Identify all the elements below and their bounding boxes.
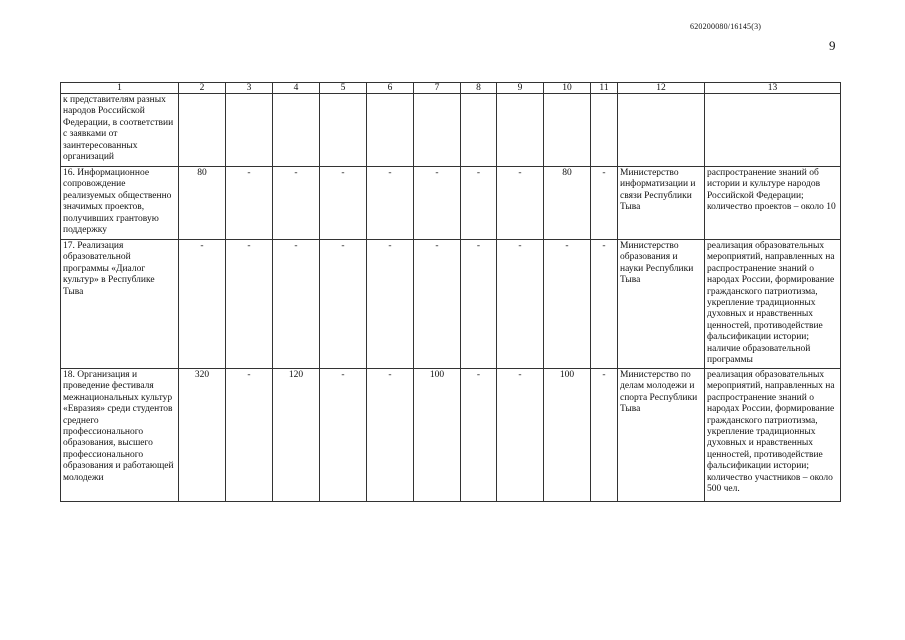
value-cell: - bbox=[367, 369, 414, 502]
value-cell: - bbox=[461, 240, 497, 369]
table-row bbox=[61, 369, 841, 502]
column-header: 9 bbox=[497, 83, 544, 94]
activity-cell: 17. Реализация образовательной программы «Диалог культур» в Республике Тыва bbox=[61, 240, 179, 369]
value-cell: - bbox=[367, 167, 414, 240]
value-cell: - bbox=[544, 240, 591, 369]
value-cell: - bbox=[591, 369, 618, 502]
page-number: 9 bbox=[829, 38, 836, 53]
value-cell: 320 bbox=[179, 369, 226, 502]
value-cell bbox=[591, 94, 618, 167]
column-header: 4 bbox=[273, 83, 320, 94]
column-header: 12 bbox=[618, 83, 705, 94]
value-cell: 80 bbox=[179, 167, 226, 240]
value-cell: - bbox=[497, 240, 544, 369]
value-cell bbox=[367, 94, 414, 167]
value-cell: - bbox=[320, 369, 367, 502]
value-cell bbox=[273, 94, 320, 167]
value-cell bbox=[544, 94, 591, 167]
value-cell bbox=[497, 94, 544, 167]
result-cell bbox=[705, 94, 841, 167]
value-cell: - bbox=[273, 240, 320, 369]
column-header: 11 bbox=[591, 83, 618, 94]
column-header: 6 bbox=[367, 83, 414, 94]
value-cell: - bbox=[497, 167, 544, 240]
value-cell: 100 bbox=[414, 369, 461, 502]
value-cell: - bbox=[320, 240, 367, 369]
result-cell: реализация образовательных мероприятий, направленных на распространение знаний о народах России, формирование гражданского патриотизма, укрепление традиционных духовных и нравственных ценностей, противодействие фальсификации истории; количество участников – около 500 чел. bbox=[705, 369, 841, 502]
value-cell: 120 bbox=[273, 369, 320, 502]
value-cell bbox=[226, 94, 273, 167]
activity-cell: 18. Организация и проведение фестиваля межнациональных культур «Евразия» среди студентов среднего профессионального образования, высшего профессионального образования и работающей молодежи bbox=[61, 369, 179, 502]
value-cell: 80 bbox=[544, 167, 591, 240]
activity-cell: к представителям разных народов Российской Федерации, в соответствии с заявками от заинтересованных организаций bbox=[61, 94, 179, 167]
value-cell: - bbox=[179, 240, 226, 369]
document-code: 620200080/16145(3) bbox=[690, 22, 762, 31]
value-cell bbox=[461, 94, 497, 167]
column-header: 13 bbox=[705, 83, 841, 94]
executor-cell: Министерство по делам молодежи и спорта Республики Тыва bbox=[618, 369, 705, 502]
executor-cell: Министерство образования и науки Республики Тыва bbox=[618, 240, 705, 369]
activity-cell: 16. Информационное сопровождение реализуемых общественно значимых проектов, получивших грантовую поддержку bbox=[61, 167, 179, 240]
value-cell: - bbox=[461, 369, 497, 502]
column-header: 1 bbox=[61, 83, 179, 94]
value-cell: - bbox=[461, 167, 497, 240]
value-cell: 100 bbox=[544, 369, 591, 502]
value-cell bbox=[179, 94, 226, 167]
value-cell: - bbox=[320, 167, 367, 240]
executor-cell bbox=[618, 94, 705, 167]
result-cell: распространение знаний об истории и культуре народов Российской Федерации; количество проектов – около 10 bbox=[705, 167, 841, 240]
value-cell: - bbox=[591, 240, 618, 369]
value-cell: - bbox=[226, 167, 273, 240]
value-cell bbox=[320, 94, 367, 167]
column-header: 2 bbox=[179, 83, 226, 94]
header-row bbox=[61, 83, 841, 94]
value-cell: - bbox=[367, 240, 414, 369]
table-row bbox=[61, 240, 841, 369]
value-cell: - bbox=[414, 240, 461, 369]
column-header: 5 bbox=[320, 83, 367, 94]
value-cell: - bbox=[414, 167, 461, 240]
table-row bbox=[61, 167, 841, 240]
value-cell: - bbox=[497, 369, 544, 502]
column-header: 10 bbox=[544, 83, 591, 94]
value-cell: - bbox=[226, 369, 273, 502]
table-row bbox=[61, 94, 841, 167]
value-cell bbox=[414, 94, 461, 167]
column-header: 7 bbox=[414, 83, 461, 94]
column-header: 3 bbox=[226, 83, 273, 94]
result-cell: реализация образовательных мероприятий, направленных на распространение знаний о народах России, формирование гражданского патриотизма, укрепление традиционных духовных и нравственных ценностей, противодействие фальсификации истории; наличие образовательной программы bbox=[705, 240, 841, 369]
program-table bbox=[60, 82, 841, 502]
executor-cell: Министерство информатизации и связи Республики Тыва bbox=[618, 167, 705, 240]
value-cell: - bbox=[226, 240, 273, 369]
value-cell: - bbox=[591, 167, 618, 240]
column-header: 8 bbox=[461, 83, 497, 94]
value-cell: - bbox=[273, 167, 320, 240]
